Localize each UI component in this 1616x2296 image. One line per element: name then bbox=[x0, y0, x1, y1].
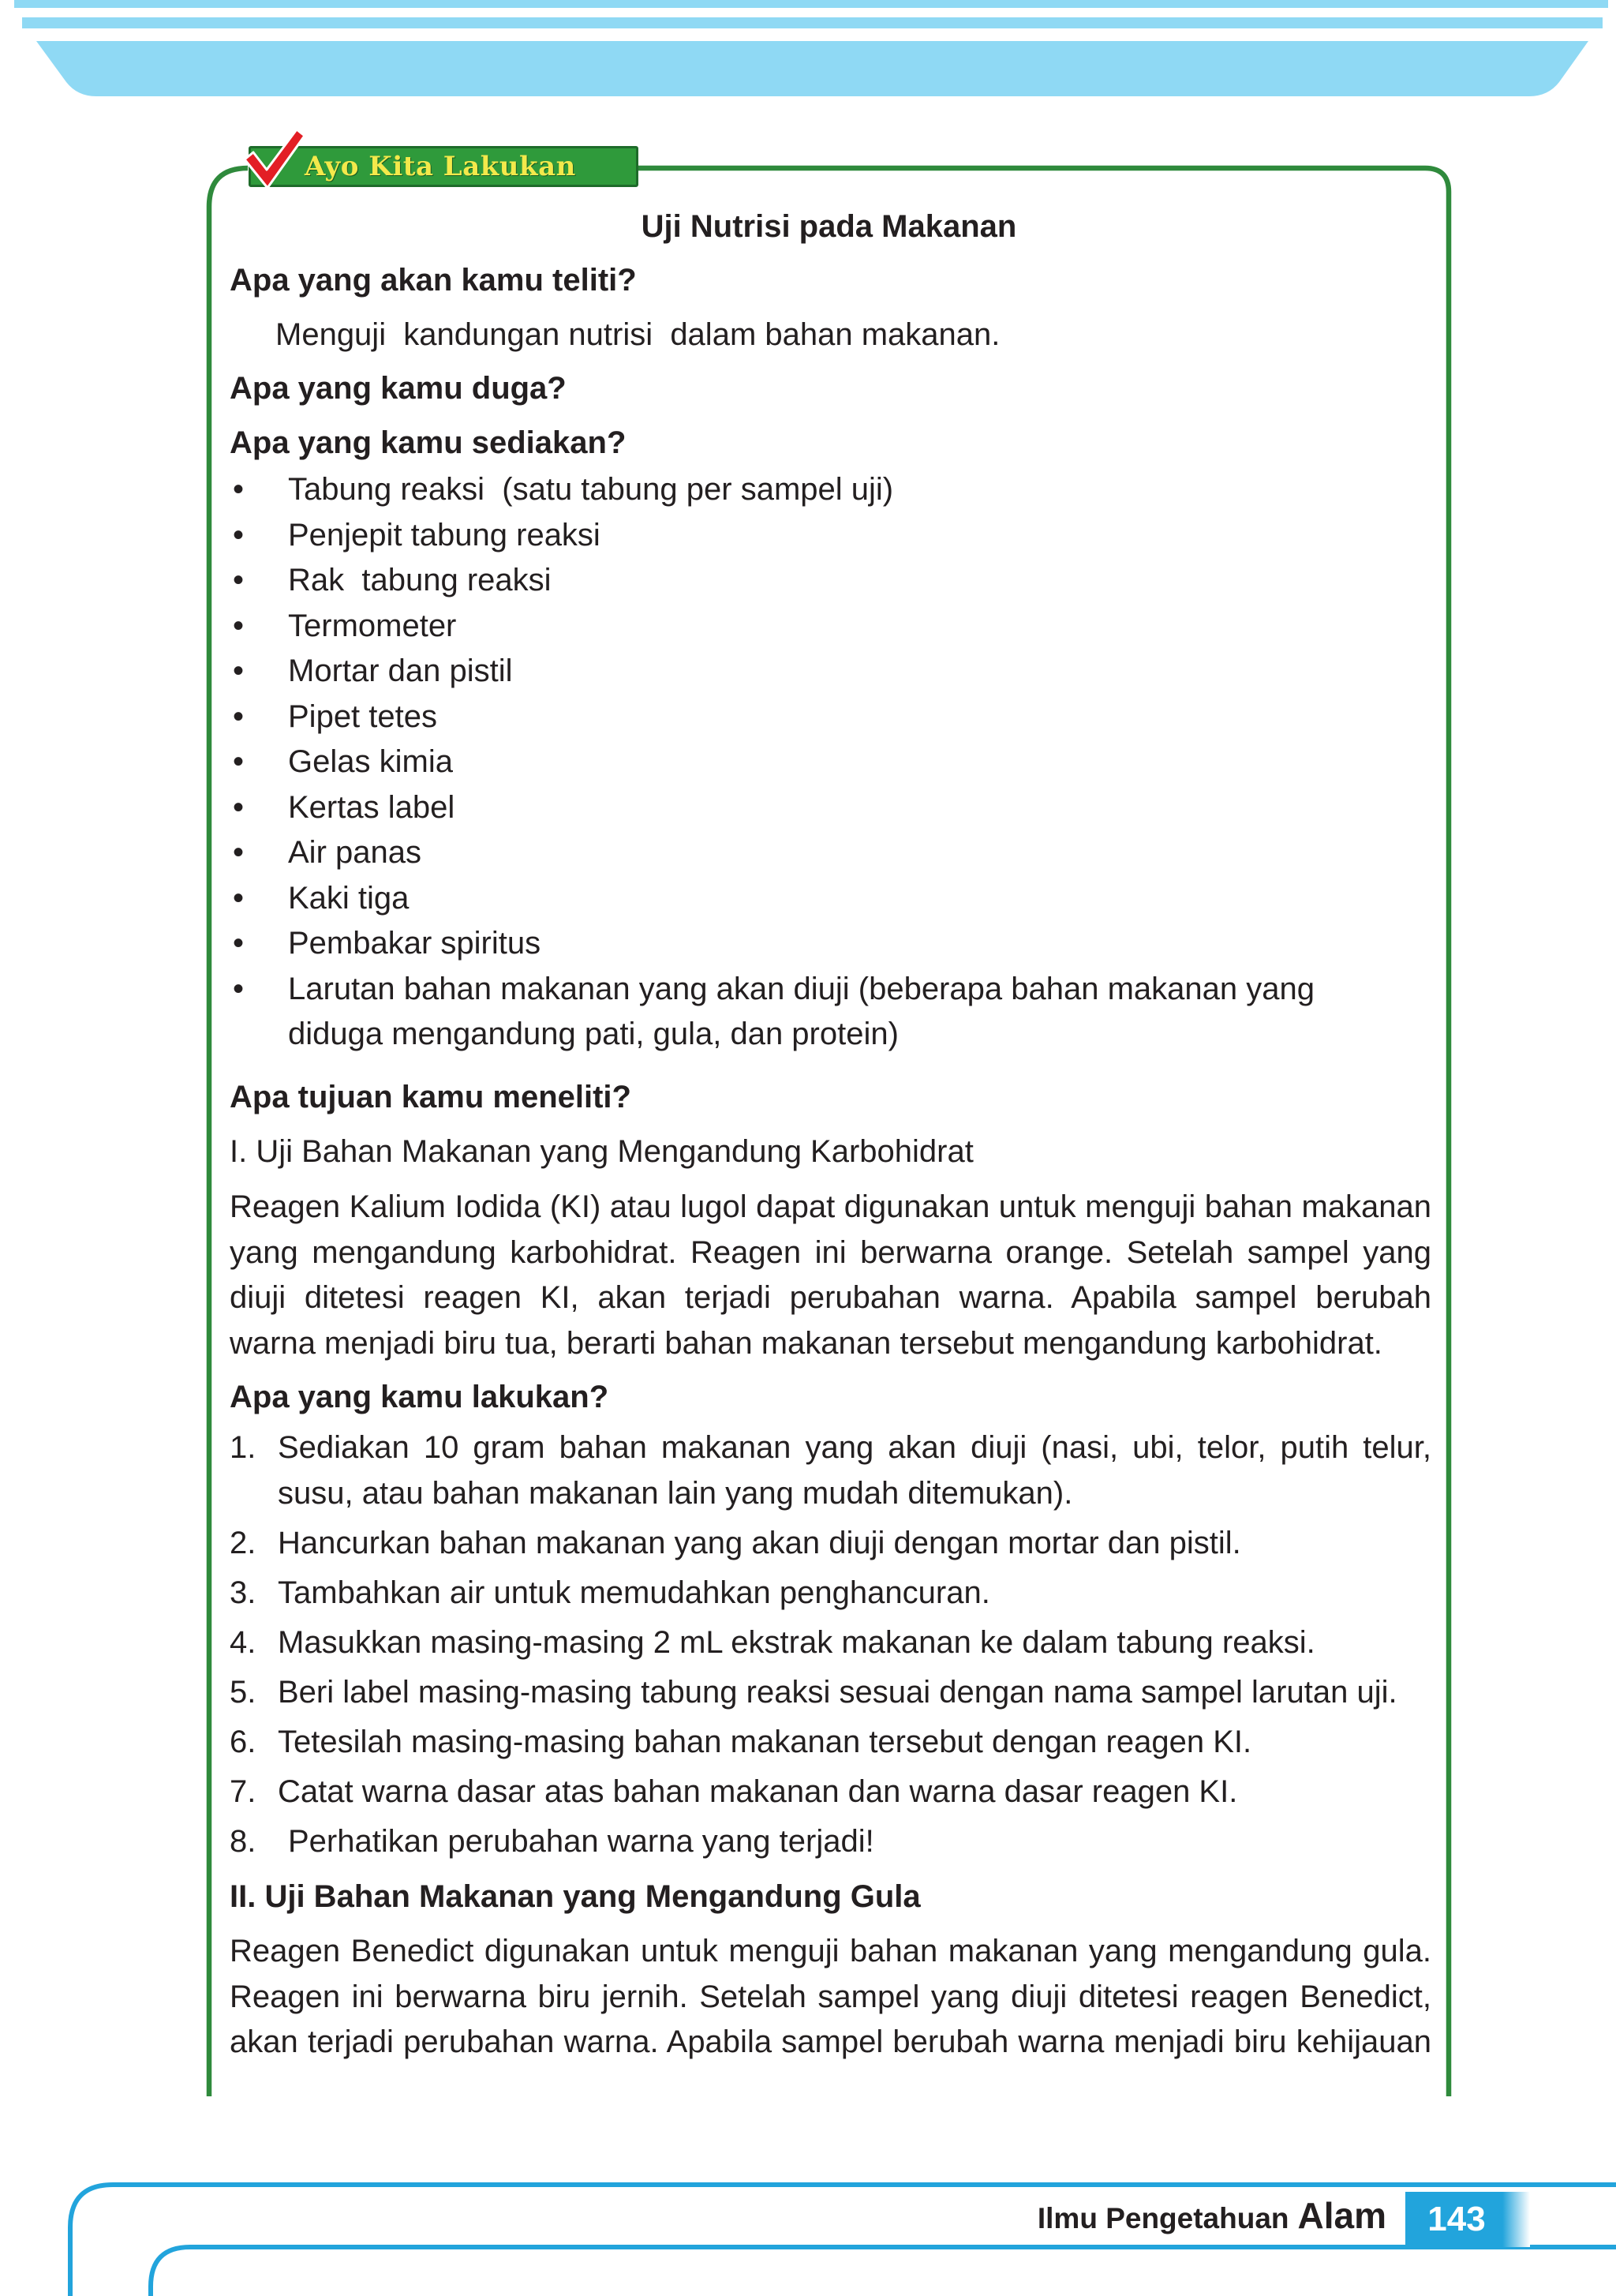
research-answer: Menguji kandungan nutrisi dalam bahan makanan. bbox=[275, 317, 1001, 352]
step-number: 3. bbox=[230, 1575, 256, 1610]
procedure-steps-list bbox=[230, 1425, 1431, 1869]
question-hypothesis: Apa yang kamu duga? bbox=[230, 371, 567, 406]
bullet-symbol: • bbox=[233, 744, 245, 779]
check-mark-icon bbox=[235, 125, 308, 191]
step-item bbox=[230, 1819, 1431, 1865]
part2-heading: II. Uji Bahan Makanan yang Mengandung Gula bbox=[230, 1879, 921, 1914]
paragraph-line: warna menjadi biru tua, berarti bahan makanan tersebut mengandung karbohidrat. bbox=[230, 1325, 1382, 1361]
part1-heading: I. Uji Bahan Makanan yang Mengandung Karbohidrat bbox=[230, 1134, 974, 1169]
bullet-symbol: • bbox=[233, 699, 245, 734]
part1-paragraph bbox=[230, 1185, 1431, 1366]
check-mark-shape bbox=[245, 129, 305, 188]
step-item bbox=[230, 1670, 1431, 1716]
footer-frame-inner-line bbox=[151, 2247, 1616, 2296]
bullet-symbol: • bbox=[233, 472, 245, 507]
material-text-line: Larutan bahan makanan yang akan diuji (beberapa bahan makanan yang bbox=[288, 971, 1315, 1006]
question-research: Apa yang akan kamu teliti? bbox=[230, 263, 637, 298]
material-text: Air panas bbox=[288, 835, 421, 870]
bullet-symbol: • bbox=[233, 880, 245, 916]
paragraph-line: akan terjadi perubahan warna. Apabila sampel berubah warna menjadi biru kehijauan bbox=[230, 2024, 1431, 2059]
material-item bbox=[230, 649, 1431, 695]
bullet-symbol: • bbox=[233, 563, 245, 597]
step-item bbox=[230, 1620, 1431, 1666]
paragraph-line: diuji ditetesi reagen KI, akan terjadi perubahan warna. Apabila sampel berubah bbox=[230, 1280, 1431, 1315]
bullet-symbol: • bbox=[233, 971, 245, 1006]
activity-title: Uji Nutrisi pada Makanan bbox=[641, 209, 1017, 244]
step-text-line: Catat warna dasar atas bahan makanan dan warna dasar reagen KI. bbox=[278, 1774, 1238, 1809]
question-purpose: Apa tujuan kamu meneliti? bbox=[230, 1080, 631, 1114]
step-text-line: Tetesilah masing-masing bahan makanan tersebut dengan reagen KI. bbox=[278, 1724, 1252, 1759]
step-text bbox=[278, 1720, 1431, 1766]
step-text-line: Tambahkan air untuk memudahkan penghancuran. bbox=[278, 1575, 990, 1610]
material-text: Kaki tiga bbox=[288, 880, 410, 916]
step-text bbox=[278, 1571, 1431, 1616]
step-item bbox=[230, 1425, 1431, 1516]
material-text: Gelas kimia bbox=[288, 744, 453, 779]
step-text bbox=[278, 1521, 1431, 1567]
material-item bbox=[230, 876, 1431, 922]
bullet-symbol: • bbox=[233, 517, 245, 552]
bullet-symbol: • bbox=[233, 926, 245, 961]
paragraph-line: Reagen Benedict digunakan untuk menguji bahan makanan yang mengandung gula. bbox=[230, 1934, 1431, 1968]
step-text-line: Hancurkan bahan makanan yang akan diuji dengan mortar dan pistil. bbox=[278, 1525, 1241, 1560]
step-text bbox=[278, 1670, 1431, 1716]
material-item bbox=[230, 558, 1431, 604]
step-number: 7. bbox=[230, 1774, 256, 1809]
step-number: 6. bbox=[230, 1724, 256, 1759]
page-number-box bbox=[1405, 2192, 1530, 2247]
material-item bbox=[230, 740, 1431, 785]
bullet-symbol: • bbox=[233, 654, 245, 688]
material-text: Pembakar spiritus bbox=[288, 926, 541, 961]
step-text bbox=[278, 1770, 1431, 1815]
step-number: 2. bbox=[230, 1525, 256, 1560]
page-number: 143 bbox=[1427, 2200, 1486, 2238]
step-number: 1. bbox=[230, 1430, 256, 1465]
bullet-symbol: • bbox=[233, 789, 245, 825]
material-item bbox=[230, 921, 1431, 967]
material-text: Kertas label bbox=[288, 789, 455, 825]
step-text bbox=[278, 1620, 1431, 1666]
question-materials: Apa yang kamu sediakan? bbox=[230, 425, 627, 460]
question-procedure: Apa yang kamu lakukan? bbox=[230, 1380, 609, 1414]
paragraph-line: Reagen ini berwarna biru jernih. Setelah sampel yang diuji ditetesi reagen Benedict, bbox=[230, 1979, 1431, 2014]
book-title-emphasis: Alam bbox=[1297, 2195, 1386, 2236]
step-text-line: Masukkan masing-masing 2 mL ekstrak makanan ke dalam tabung reaksi. bbox=[278, 1624, 1315, 1660]
badge-label: Ayo Kita Lakukan bbox=[305, 151, 576, 182]
step-item bbox=[230, 1521, 1431, 1567]
material-text: Penjepit tabung reaksi bbox=[288, 517, 600, 552]
part2-paragraph bbox=[230, 1929, 1431, 2066]
material-item bbox=[230, 604, 1431, 650]
book-title-text: Ilmu Pengetahuan bbox=[1037, 2202, 1289, 2234]
material-text: Tabung reaksi (satu tabung per sampel uji) bbox=[288, 472, 894, 507]
step-text-line: Sediakan 10 gram bahan makanan yang akan diuji (nasi, ubi, telor, putih telur, bbox=[278, 1430, 1431, 1465]
material-item bbox=[230, 513, 1431, 559]
material-item bbox=[230, 830, 1431, 876]
step-text-line: susu, atau bahan makanan lain yang mudah ditemukan). bbox=[278, 1475, 1073, 1511]
material-item bbox=[230, 967, 1431, 1058]
step-item bbox=[230, 1720, 1431, 1766]
material-text: Pipet tetes bbox=[288, 699, 438, 734]
step-item bbox=[230, 1571, 1431, 1616]
materials-list bbox=[230, 467, 1431, 1058]
header-stripe-middle bbox=[22, 17, 1603, 28]
material-text: Termometer bbox=[288, 608, 457, 643]
step-text bbox=[278, 1425, 1431, 1516]
material-text-line: diduga mengandung pati, gula, dan protein) bbox=[288, 1017, 899, 1051]
footer-book-title bbox=[1038, 2197, 1386, 2243]
step-item bbox=[230, 1770, 1431, 1815]
step-number: 8. bbox=[230, 1823, 256, 1859]
header-band bbox=[36, 41, 1588, 96]
material-text-block bbox=[288, 967, 1431, 1058]
header-stripe-top bbox=[14, 0, 1608, 8]
step-text-line: Perhatikan perubahan warna yang terjadi! bbox=[288, 1823, 874, 1859]
paragraph-line: yang mengandung karbohidrat. Reagen ini berwarna orange. Setelah sampel yang bbox=[230, 1234, 1431, 1270]
material-item bbox=[230, 785, 1431, 831]
step-text bbox=[278, 1819, 1431, 1865]
material-item bbox=[230, 467, 1431, 513]
material-item bbox=[230, 695, 1431, 740]
step-number: 5. bbox=[230, 1674, 256, 1710]
bullet-symbol: • bbox=[233, 608, 245, 643]
material-text: Rak tabung reaksi bbox=[288, 563, 552, 597]
step-text-line: Beri label masing-masing tabung reaksi sesuai dengan nama sampel larutan uji. bbox=[278, 1674, 1397, 1710]
material-text: Mortar dan pistil bbox=[288, 654, 513, 688]
bullet-symbol: • bbox=[233, 835, 245, 870]
step-number: 4. bbox=[230, 1624, 256, 1660]
paragraph-line: Reagen Kalium Iodida (KI) atau lugol dapat digunakan untuk menguji bahan makanan bbox=[230, 1189, 1431, 1224]
